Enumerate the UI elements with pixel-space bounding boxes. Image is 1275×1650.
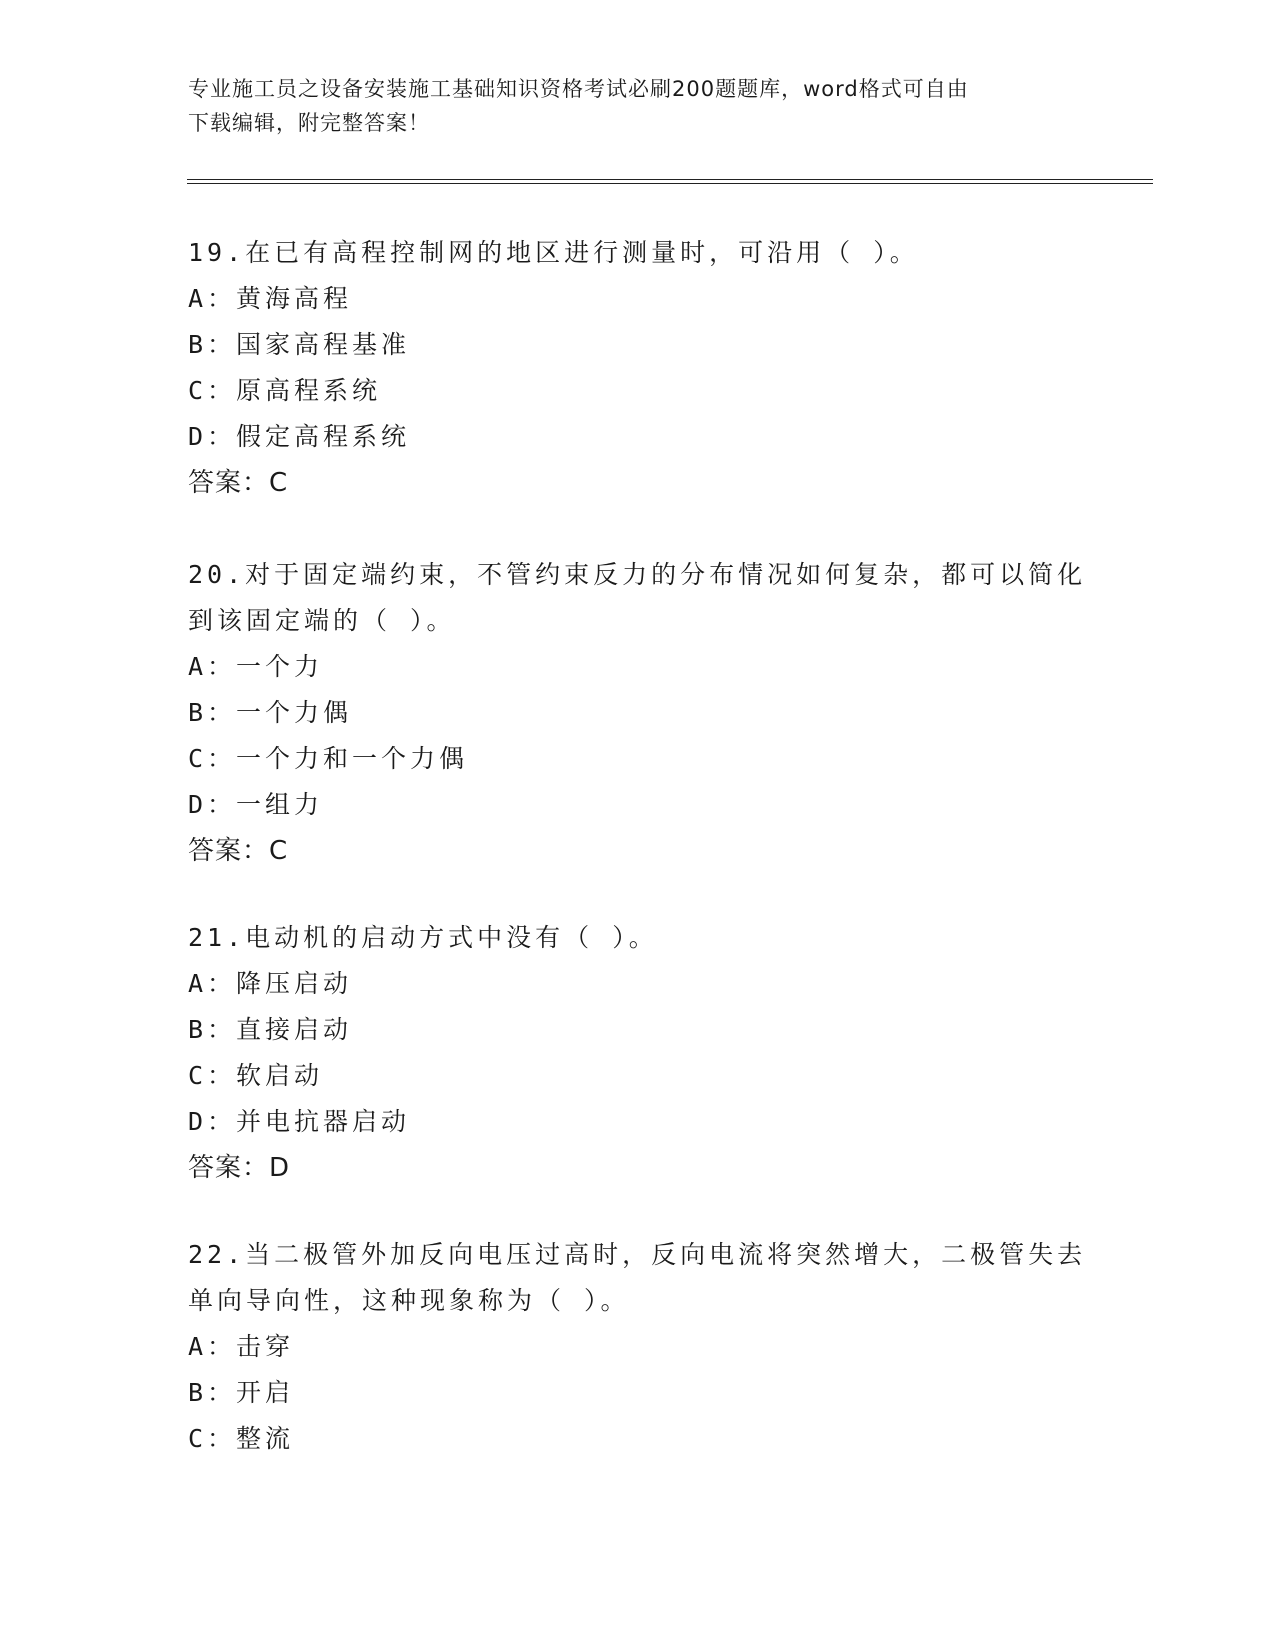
question-19 [188,230,1088,506]
question-20 [188,552,1088,874]
document-header [188,72,1068,140]
option-b: B：一个力偶 [188,698,353,727]
option-a: A：降压启动 [188,969,353,998]
option-d: D：一组力 [188,790,324,819]
question-text: 20.对于固定端约束，不管约束反力的分布情况如何复杂，都可以简化到该固定端的（ ）。 [188,560,1087,635]
option-b: B：国家高程基准 [188,330,411,359]
option-c: C：整流 [188,1424,295,1453]
option-c: C：一个力和一个力偶 [188,744,469,773]
option-b: B：直接启动 [188,1015,353,1044]
option-c: C：原高程系统 [188,376,382,405]
option-d: D：假定高程系统 [188,422,411,451]
question-22 [188,1232,1088,1462]
question-21 [188,915,1088,1191]
option-a: A：黄海高程 [188,284,353,313]
option-b: B：开启 [188,1378,295,1407]
option-d: D：并电抗器启动 [188,1107,411,1136]
header-divider-top [187,179,1153,180]
answer-line: 答案：D [188,1153,291,1183]
header-line-2: 下载编辑，附完整答案！ [188,111,430,135]
question-text: 22.当二极管外加反向电压过高时，反向电流将突然增大，二极管失去单向导向性，这种现象称为（ ）。 [188,1240,1087,1315]
option-a: A：一个力 [188,652,324,681]
header-divider-bottom [187,183,1153,184]
header-line-1: 专业施工员之设备安装施工基础知识资格考试必刷200题题库，word格式可自由 [188,77,969,101]
question-text: 19.在已有高程控制网的地区进行测量时，可沿用（ ）。 [188,238,919,267]
option-a: A：击穿 [188,1332,295,1361]
answer-line: 答案：C [188,836,289,866]
answer-line: 答案：C [188,468,289,498]
option-c: C：软启动 [188,1061,324,1090]
question-text: 21.电动机的启动方式中没有（ ）。 [188,923,658,952]
